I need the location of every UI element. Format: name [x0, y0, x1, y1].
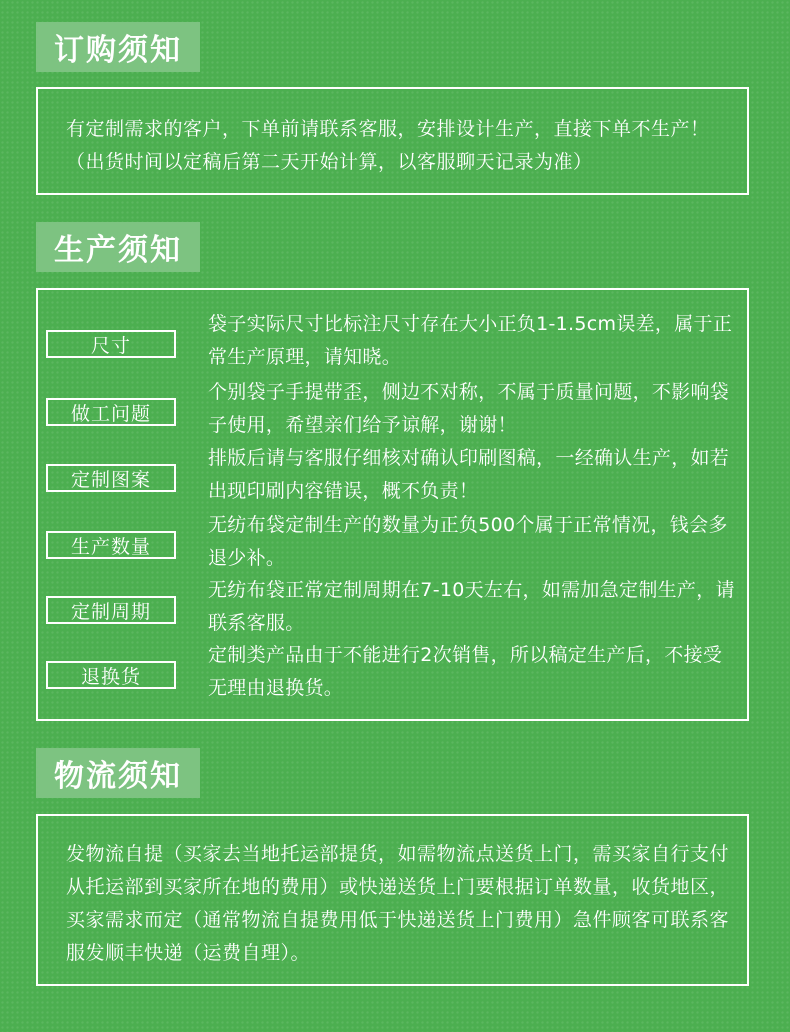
production-item-text: 无纺布袋正常定制周期在7-10天左右，如需加急定制生产，请联系客服。 — [208, 579, 735, 634]
production-item — [46, 574, 741, 640]
production-item-label: 定制图案 — [46, 464, 176, 492]
production-item-text: 定制类产品由于不能进行2次销售，所以稿定生产后，不接受无理由退换货。 — [208, 644, 723, 699]
logistics-notice-box — [36, 814, 749, 986]
production-item — [46, 308, 741, 374]
production-notice-box — [36, 288, 749, 721]
production-item — [46, 509, 741, 575]
production-item-label: 做工问题 — [46, 398, 176, 426]
production-item-text: 袋子实际尺寸比标注尺寸存在大小正负1-1.5cm误差，属于正常生产原理，请知晓。 — [208, 313, 733, 368]
production-item — [46, 442, 741, 508]
ordering-notice-text: 有定制需求的客户，下单前请联系客服，安排设计生产，直接下单不生产！（出货时间以定稿后第二天开始计算，以客服聊天记录为准） — [66, 118, 710, 173]
logistics-notice-text: 发物流自提（买家去当地托运部提货，如需物流点送货上门，需买家自行支付从托运部到买家所在地的费用）或快递送货上门要根据订单数量，收货地区，买家需求而定（通常物流自提费用低于快递送货上门费用）急件顾客可联系客服发顺丰快递（运费自理）。 — [66, 843, 730, 964]
production-item — [46, 376, 741, 442]
production-item-text: 排版后请与客服仔细核对确认印刷图稿，一经确认生产，如若出现印刷内容错误，概不负责！ — [208, 447, 730, 502]
production-item-label: 尺寸 — [46, 330, 176, 358]
production-item-label: 退换货 — [46, 661, 176, 689]
ordering-notice-box — [36, 87, 749, 195]
logistics-section-title: 物流须知 — [36, 748, 200, 798]
production-item-text: 个别袋子手提带歪，侧边不对称，不属于质量问题，不影响袋子使用，希望亲们给予谅解，谢谢！ — [208, 381, 730, 436]
ordering-section-title: 订购须知 — [36, 22, 200, 72]
production-item-label: 定制周期 — [46, 596, 176, 624]
production-item — [46, 639, 741, 705]
production-item-text: 无纺布袋定制生产的数量为正负500个属于正常情况，钱会多退少补。 — [208, 514, 728, 569]
production-section-title: 生产须知 — [36, 222, 200, 272]
production-item-label: 生产数量 — [46, 531, 176, 559]
